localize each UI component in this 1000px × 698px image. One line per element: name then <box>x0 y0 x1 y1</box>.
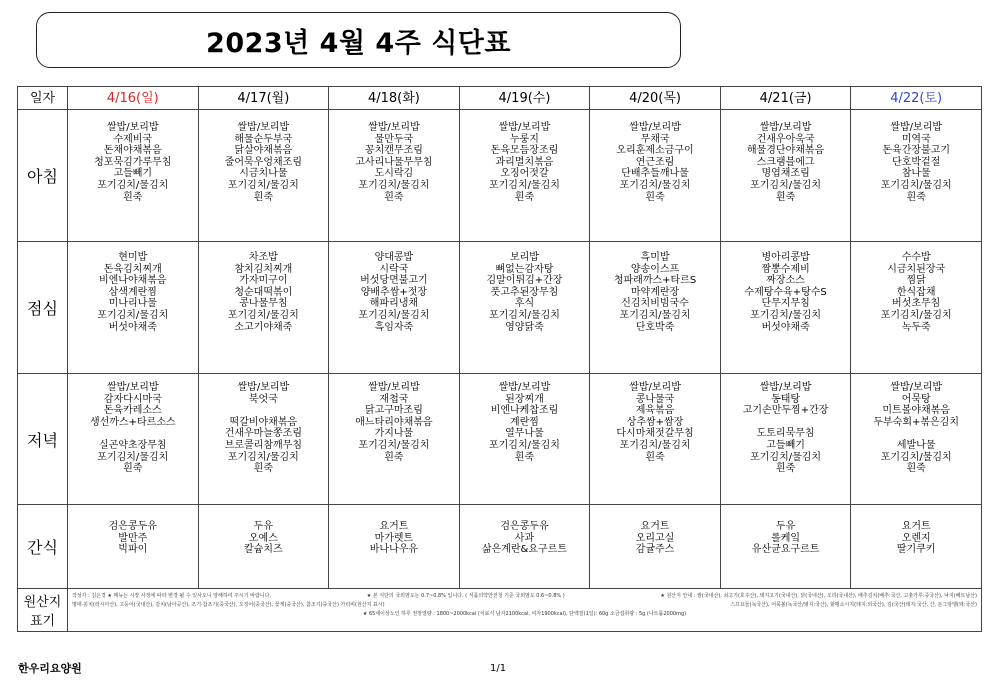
menu-item: 제육볶음 <box>635 405 675 417</box>
menu-item: 떡갈비야채볶음 <box>229 416 298 428</box>
menu-item: 해파리냉채 <box>369 298 419 310</box>
menu-item: 쌀밥/보리밥 <box>368 122 420 133</box>
menu-cell-lunch-thu <box>590 242 721 374</box>
menu-item: 가지나물 <box>374 428 414 440</box>
menu-item: 다시마채젓갈무침 <box>616 428 694 440</box>
day-header-fri: 4/21(금) <box>720 87 851 110</box>
menu-item: 청파래까스+타르S <box>613 275 697 287</box>
origin-notes <box>68 589 982 632</box>
menu-item: 오리고실 <box>635 532 675 544</box>
menu-item: 김말이튀김+간장 <box>486 275 563 287</box>
menu-item: 콩나물국 <box>635 393 675 405</box>
menu-item: 포기김치/물김치 <box>750 309 822 321</box>
organization-name: 한우리요양원 <box>18 662 82 675</box>
menu-item: 미트볼야채볶음 <box>882 405 950 417</box>
menu-item: 닭고구마조림 <box>364 405 423 417</box>
menu-cell-dinner-sun <box>68 374 199 505</box>
menu-item: 두유 <box>775 521 796 532</box>
menu-item: 비엔나케찹조림 <box>490 405 559 417</box>
menu-cell-snack-thu <box>590 505 721 589</box>
menu-item: 쌀밥/보리밥 <box>106 122 159 133</box>
menu-item: 감귤주스 <box>635 544 675 556</box>
menu-item: 고들빼기 <box>113 168 153 180</box>
lunch-row <box>18 242 982 374</box>
menu-item: 쌀밥/보리밥 <box>890 382 943 393</box>
menu-item: 연근조림 <box>635 156 675 168</box>
menu-item: 버섯야채죽 <box>761 321 810 333</box>
menu-item: 흰죽 <box>514 191 535 203</box>
menu-item: 현미밥 <box>118 252 148 263</box>
menu-item <box>199 405 329 417</box>
menu-item: 검은콩두유 <box>500 521 549 532</box>
menu-item: 롤케잌 <box>771 532 801 544</box>
menu-item: 마약계란장 <box>630 286 680 298</box>
menu-item: 돈육모듬장조림 <box>490 145 559 157</box>
menu-item: 양송이스프 <box>630 263 680 275</box>
menu-item: 포기김치/물김치 <box>880 179 952 191</box>
menu-item: 누룽지 <box>509 133 539 145</box>
origin-note: ★ 원산지 안내 : 쌀(국내산), 쇠고기(호주산), 돼지고기(국내산), 닭(국내산), 오리(국내산), 배추김치(배추:국산, 고춧가루:중국산), 낙지(베트남산) <box>660 593 977 599</box>
menu-item: 양대콩밥 <box>374 252 414 263</box>
menu-item: 포기김치/물김치 <box>227 309 299 321</box>
menu-item: 단배추들깨나물 <box>621 168 689 180</box>
menu-item: 흰죽 <box>253 463 273 475</box>
menu-cell-snack-mon <box>198 505 329 589</box>
menu-item: 포기김치/물김치 <box>488 439 560 451</box>
menu-cell-snack-sat <box>851 505 982 589</box>
origin-line-3: ★ 65세이상노인 하루 권장열량 : 1800~2000kcal (치료식 남자2100kcal, 여자1900kcal), 단백질(1일): 60g 소금섭취량 : 5g (나트륨2000mg) <box>362 611 687 617</box>
menu-item: 포기김치/물김치 <box>880 451 952 463</box>
menu-cell-breakfast-sun <box>68 110 199 242</box>
menu-item: 쌀밥/보리밥 <box>498 122 551 133</box>
menu-cell-breakfast-thu <box>590 110 721 242</box>
menu-item: 무채국 <box>640 133 670 145</box>
page-number: 1/1 <box>490 663 507 674</box>
menu-item: 비엔나야채볶음 <box>98 275 167 287</box>
menu-cell-lunch-tue <box>329 242 460 374</box>
menu-item: 버섯당면불고기 <box>360 275 428 287</box>
menu-item: 생선까스+타르소스 <box>89 416 176 428</box>
menu-item: 차조밥 <box>248 252 278 263</box>
day-header-sun: 4/16(일) <box>68 87 199 110</box>
menu-item: 단호박겉절 <box>892 156 941 168</box>
menu-cell-breakfast-fri <box>720 110 851 242</box>
menu-item: 청포묵김가루무침 <box>94 156 172 168</box>
menu-cell-dinner-sat <box>851 374 982 505</box>
menu-cell-lunch-wed <box>459 242 590 374</box>
menu-item: 삼색계란찜 <box>108 286 157 298</box>
menu-item: 고들빼기 <box>766 439 805 451</box>
menu-item: 시락국 <box>379 263 409 275</box>
menu-item: 단무지무침 <box>761 298 810 310</box>
menu-cell-breakfast-sat <box>851 110 982 242</box>
origin-line-2 <box>72 601 977 610</box>
dinner-row <box>18 374 982 505</box>
menu-item: 버섯야채죽 <box>108 321 157 333</box>
menu-item: 오렌지 <box>901 532 931 544</box>
menu-item: 포기김치/물김치 <box>619 179 691 191</box>
menu-item: 계란찜 <box>509 416 539 428</box>
menu-item: 요거트 <box>379 521 409 532</box>
menu-cell-dinner-wed <box>459 374 590 505</box>
menu-item: 도시락김 <box>374 168 414 180</box>
menu-cell-lunch-sat <box>851 242 982 374</box>
menu-item: 오리훈제소금구이 <box>616 145 694 157</box>
menu-cell-dinner-tue <box>329 374 460 505</box>
menu-item: 포기김치/물김치 <box>227 179 299 191</box>
menu-item: 애느타리야채볶음 <box>355 416 433 428</box>
menu-item: 흰죽 <box>123 191 143 203</box>
menu-item: 쌀밥/보리밥 <box>759 122 812 133</box>
menu-item: 명엽채조림 <box>761 168 810 180</box>
day-header-wed: 4/19(수) <box>459 87 590 110</box>
menu-item: 참치김치찌개 <box>234 263 293 275</box>
menu-item: 포기김치/물김치 <box>750 179 822 191</box>
menu-item: 흑임자죽 <box>374 321 414 333</box>
menu-item: 브로콜리참깨무침 <box>224 439 302 451</box>
menu-item: 칼슘치즈 <box>244 544 283 556</box>
menu-item: 닭살야채볶음 <box>234 145 293 157</box>
menu-item <box>851 428 981 440</box>
menu-item: 삶은계란&요구르트 <box>481 544 567 556</box>
origin-row <box>18 589 982 632</box>
menu-item: 수제비국 <box>113 133 153 145</box>
menu-item: 포기김치/물김치 <box>97 451 169 463</box>
menu-item: 바나나우유 <box>369 544 419 556</box>
menu-item: 고사리나물무무침 <box>355 156 433 168</box>
menu-item: 꽁치캔무조림 <box>364 145 423 157</box>
menu-item: 돈채야채볶음 <box>103 145 162 157</box>
date-label: 일자 <box>18 87 68 110</box>
menu-item: 오징어젓갈 <box>500 168 549 180</box>
menu-item: 미나리나물 <box>108 298 157 310</box>
menu-item: 포기김치/물김치 <box>97 179 169 191</box>
menu-item: 과리멸치볶음 <box>495 156 554 168</box>
menu-item: 포기김치/물김치 <box>488 179 560 191</box>
origin-note: 작성자 : 김은경 ★ 메뉴는 시장 사정에 따라 변경 될 수 있사오니 양해하여 주시기 바랍니다. <box>72 593 272 599</box>
menu-item: 스크램블에그 <box>756 156 815 168</box>
title-box <box>36 12 681 68</box>
menu-item: 흰죽 <box>645 191 665 203</box>
menu-item: 고기손만두찜+간장 <box>742 405 829 417</box>
menu-item: 한식잡채 <box>896 286 936 298</box>
menu-cell-snack-sun <box>68 505 199 589</box>
page-title: 2023년 4월 4주 식단표 <box>206 27 511 59</box>
menu-item: 요거트 <box>640 521 670 532</box>
menu-table <box>17 86 982 632</box>
origin-note: 스프요들(녹국산), 어묵볼(녹국산/돼지:국산), 할팽소시지(돼지:외국산), 김(국산)돼지:국산, 산, 돈그랑땡(돼:국산) <box>730 602 977 608</box>
menu-item: 돈육간장불고기 <box>882 145 950 157</box>
menu-item: 흰죽 <box>514 451 535 463</box>
menu-item: 양배추쌈+젓장 <box>360 286 428 298</box>
menu-item: 포기김치/물김치 <box>227 451 299 463</box>
menu-item: 짜장소스 <box>766 275 805 287</box>
menu-cell-dinner-fri <box>720 374 851 505</box>
menu-item: 가자미구이 <box>239 275 288 287</box>
menu-item: 재첩국 <box>379 393 409 405</box>
menu-cell-snack-wed <box>459 505 590 589</box>
menu-item: 흰죽 <box>645 451 665 463</box>
menu-item: 후식 <box>514 298 535 310</box>
menu-item: 마가렛트 <box>374 532 414 544</box>
origin-note: 명태·꽁치(러시아산), 고등어(국내산), 갈치(남아공산), 조기·참조기(중국산), 오징어(중국산), 꽃게(중국산), 참조기(중국산) 가리비(원산지 표시) <box>72 602 385 608</box>
menu-item: 세발나물 <box>896 439 936 451</box>
menu-item: 쌀밥/보리밥 <box>237 382 290 393</box>
menu-item: 흰죽 <box>775 463 796 475</box>
meal-label-lunch: 점심 <box>18 242 68 374</box>
day-header-tue: 4/18(화) <box>329 87 460 110</box>
menu-item: 뼈없는감자탕 <box>495 263 554 275</box>
menu-item: 쌀밥/보리밥 <box>237 122 290 133</box>
menu-item: 병아리콩밥 <box>761 252 810 263</box>
menu-item: 물만두국 <box>374 133 414 145</box>
menu-item: 흰죽 <box>253 191 273 203</box>
menu-cell-dinner-mon <box>198 374 329 505</box>
origin-note: ★ 본 식단의 국외염도는 0.7~0.8% 입니다. ( 식품의약안전청 기준 국외염도 0.6~0.8% ) <box>366 593 565 599</box>
menu-item: 포기김치/물김치 <box>880 309 952 321</box>
meal-label-dinner: 저녁 <box>18 374 68 505</box>
menu-item: 빅파이 <box>118 544 148 556</box>
menu-item: 포기김치/물김치 <box>358 439 430 451</box>
menu-item: 오예스 <box>248 532 278 544</box>
menu-item: 줄어묵우엉채조림 <box>224 156 302 168</box>
menu-item: 열무나물 <box>505 428 544 440</box>
menu-item: 흰죽 <box>906 463 926 475</box>
menu-item: 미역국 <box>901 133 931 145</box>
menu-item: 포기김치/물김치 <box>619 309 691 321</box>
menu-item: 포기김치/물김치 <box>488 309 560 321</box>
menu-item: 찜닭 <box>906 275 926 287</box>
menu-item: 쌀밥/보리밥 <box>106 382 159 393</box>
menu-cell-lunch-fri <box>720 242 851 374</box>
menu-cell-snack-fri <box>720 505 851 589</box>
menu-item: 도토리묵무침 <box>756 428 815 440</box>
menu-item: 참나물 <box>901 168 931 180</box>
menu-item: 해물순두부국 <box>234 133 293 145</box>
menu-item: 해물경단야채볶음 <box>746 145 825 157</box>
menu-cell-breakfast-mon <box>198 110 329 242</box>
menu-item: 풋고추된장무침 <box>490 286 559 298</box>
menu-item: 청순대떡볶이 <box>234 286 293 298</box>
menu-item: 포기김치/물김치 <box>358 309 430 321</box>
menu-item: 동태탕 <box>771 393 801 405</box>
menu-item: 흰죽 <box>384 191 404 203</box>
menu-item: 영양닭죽 <box>505 321 544 333</box>
menu-item: 포기김치/물김치 <box>750 451 822 463</box>
menu-item: 버섯초무침 <box>892 298 941 310</box>
header-row <box>18 87 982 110</box>
menu-item: 발만주 <box>118 532 148 544</box>
snack-row <box>18 505 982 589</box>
menu-item: 수수밥 <box>901 252 931 263</box>
menu-item: 포기김치/물김치 <box>358 179 430 191</box>
menu-item: 쌀밥/보리밥 <box>629 382 681 393</box>
origin-label: 원산지 표기 <box>18 589 68 632</box>
menu-item: 쌀밥/보리밥 <box>629 122 681 133</box>
breakfast-row <box>18 110 982 242</box>
day-header-thu: 4/20(목) <box>590 87 721 110</box>
menu-item: 된장찌개 <box>505 393 544 405</box>
menu-item: 짬뽕수제비 <box>761 263 810 275</box>
menu-item: 쌀밥/보리밥 <box>498 382 551 393</box>
menu-item <box>68 428 198 440</box>
meal-label-breakfast: 아침 <box>18 110 68 242</box>
menu-item: 건새우아욱국 <box>756 133 815 145</box>
menu-item: 쌀밥/보리밥 <box>759 382 812 393</box>
menu-item: 보리밥 <box>509 252 539 263</box>
menu-item: 요거트 <box>901 521 931 532</box>
menu-item: 시금치나물 <box>239 168 288 180</box>
menu-item: 수제탕수육+탕수S <box>744 286 827 298</box>
menu-item: 돈육김치찌개 <box>103 263 162 275</box>
menu-item: 검은콩두유 <box>108 521 157 532</box>
menu-item: 흰죽 <box>906 191 926 203</box>
menu-item: 감자다시마국 <box>103 393 162 405</box>
menu-item: 흰죽 <box>775 191 796 203</box>
menu-item: 돈육카레소스 <box>103 405 162 417</box>
menu-item: 두유 <box>253 521 273 532</box>
menu-item: 상추쌈+쌈장 <box>626 416 684 428</box>
menu-item: 흑미밥 <box>640 252 670 263</box>
menu-item: 사과 <box>514 532 535 544</box>
menu-item: 흰죽 <box>123 463 143 475</box>
menu-item: 어묵탕 <box>901 393 931 405</box>
menu-item: 콩나물무침 <box>239 298 288 310</box>
menu-item: 북엇국 <box>248 393 278 405</box>
menu-item: 신김치비빔국수 <box>621 298 689 310</box>
menu-item: 포기김치/물김치 <box>97 309 169 321</box>
menu-item: 시금치된장국 <box>887 263 946 275</box>
menu-cell-breakfast-tue <box>329 110 460 242</box>
menu-item: 단호박죽 <box>635 321 675 333</box>
menu-cell-lunch-mon <box>198 242 329 374</box>
menu-item: 건새우마늘쫑조림 <box>224 428 302 440</box>
menu-item: 쌀밥/보리밥 <box>890 122 943 133</box>
menu-item: 실곤약초장무침 <box>98 439 167 451</box>
menu-item: 쌀밥/보리밥 <box>368 382 420 393</box>
menu-item: 딸기쿠키 <box>896 544 936 556</box>
menu-item: 흰죽 <box>384 451 404 463</box>
menu-item: 소고기야채죽 <box>234 321 293 333</box>
menu-item <box>721 417 851 429</box>
menu-item: 두부숙회+볶은김치 <box>873 416 960 428</box>
origin-line-1 <box>72 592 977 601</box>
meal-label-snack: 간식 <box>18 505 68 589</box>
menu-cell-lunch-sun <box>68 242 199 374</box>
menu-cell-snack-tue <box>329 505 460 589</box>
menu-cell-dinner-thu <box>590 374 721 505</box>
menu-item: 녹두죽 <box>901 321 931 333</box>
day-header-mon: 4/17(월) <box>198 87 329 110</box>
menu-cell-breakfast-wed <box>459 110 590 242</box>
day-header-sat: 4/22(토) <box>851 87 982 110</box>
menu-item: 포기김치/물김치 <box>619 439 691 451</box>
menu-item: 유산균요구르트 <box>751 544 820 556</box>
